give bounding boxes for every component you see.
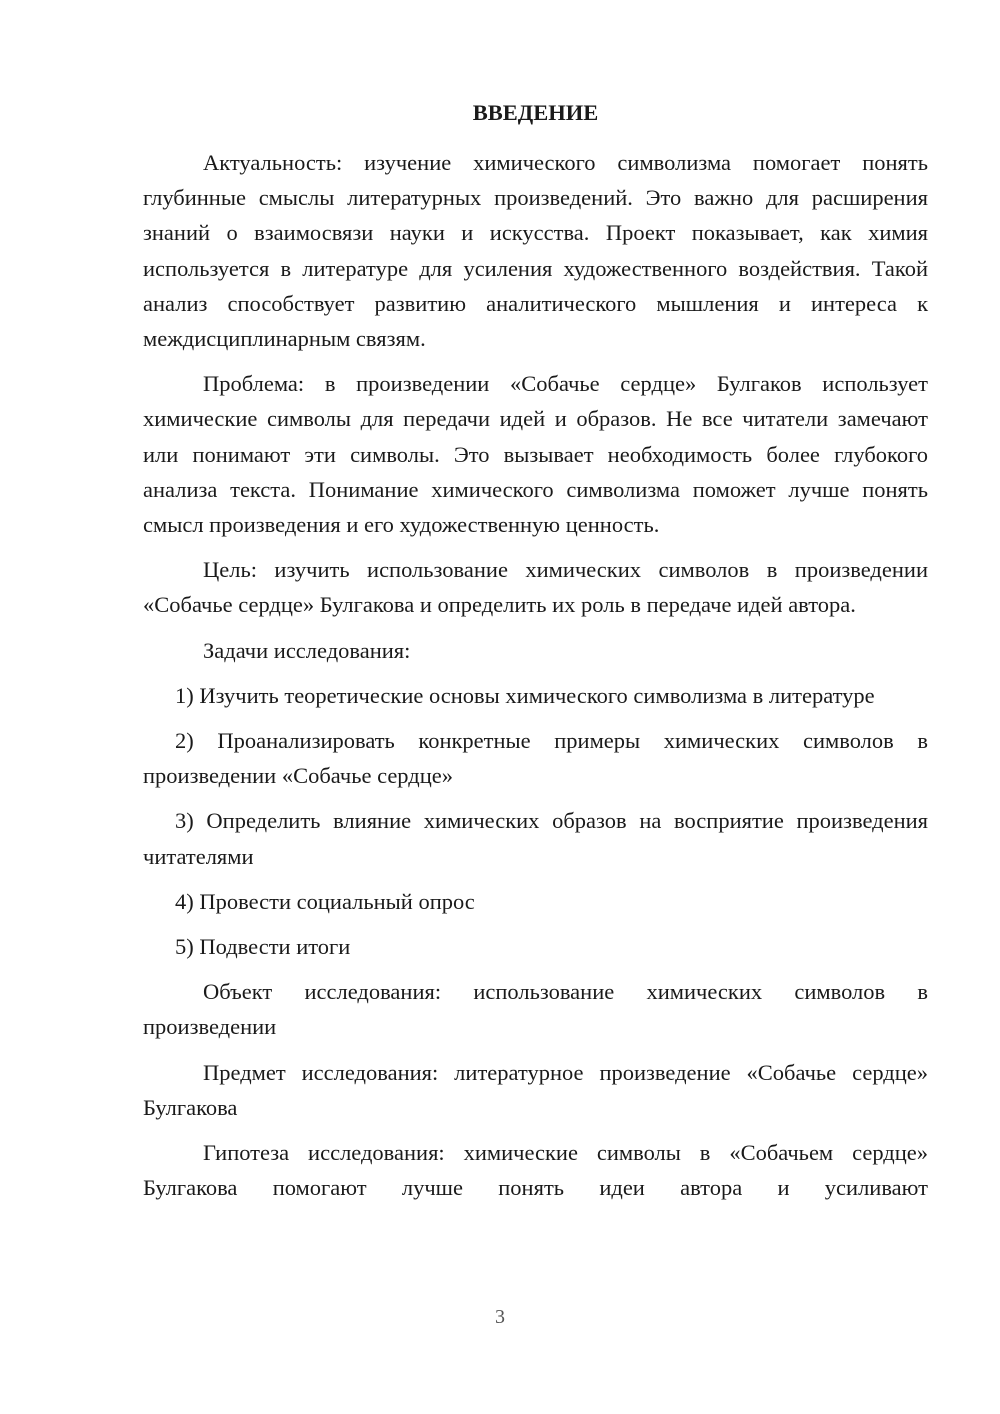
paragraph-problem: Проблема: в произведении «Собачье сердце» Булгаков использует химические символы для передачи идей и образов. Не все читатели замечают или понимают эти символы. Это вызывает необходимость более глубокого анализа текста. Понимание химического символизма поможет лучше понять смысл произведения и его художественную ценность. (143, 371, 928, 538)
task-item-2: 2) Проанализировать конкретные примеры химических символов в произведении «Собачье сердце» (143, 728, 928, 789)
paragraph-subject: Предмет исследования: литературное произведение «Собачье сердце» Булгакова (143, 1059, 928, 1120)
paragraph-object: Объект исследования: использование химических символов в произведении (143, 979, 928, 1040)
document-page (143, 95, 928, 1215)
task-item-1: 1) Изучить теоретические основы химического символизма в литературе (175, 682, 875, 708)
paragraph-hypothesis: Гипотеза исследования: химические символы в «Собачьем сердце» Булгакова помогают лучше понять идеи автора и усиливают (143, 1140, 928, 1201)
task-item-4: 4) Провести социальный опрос (175, 888, 475, 914)
task-item-3: 3) Определить влияние химических образов на восприятие произведения читателями (143, 808, 928, 869)
page-number: 3 (495, 1306, 505, 1328)
section-heading: ВВЕДЕНИЕ (472, 100, 599, 125)
task-item-5: 5) Подвести итоги (175, 934, 351, 960)
paragraph-goal: Цель: изучить использование химических символов в произведении «Собачье сердце» Булгакова и определить их роль в передаче идей автора. (143, 557, 928, 618)
paragraph-relevance: Актуальность: изучение химического символизма помогает понять глубинные смыслы литературных произведений. Это важно для расширения знаний о взаимосвязи науки и искусства. Проект показывает, как химия используется в литературе для усиления художественного воздействия. Такой анализ способствует развитию аналитического мышления и интереса к междисциплинарным связям. (143, 150, 928, 352)
paragraph-tasks-title: Задачи исследования: (203, 637, 411, 663)
